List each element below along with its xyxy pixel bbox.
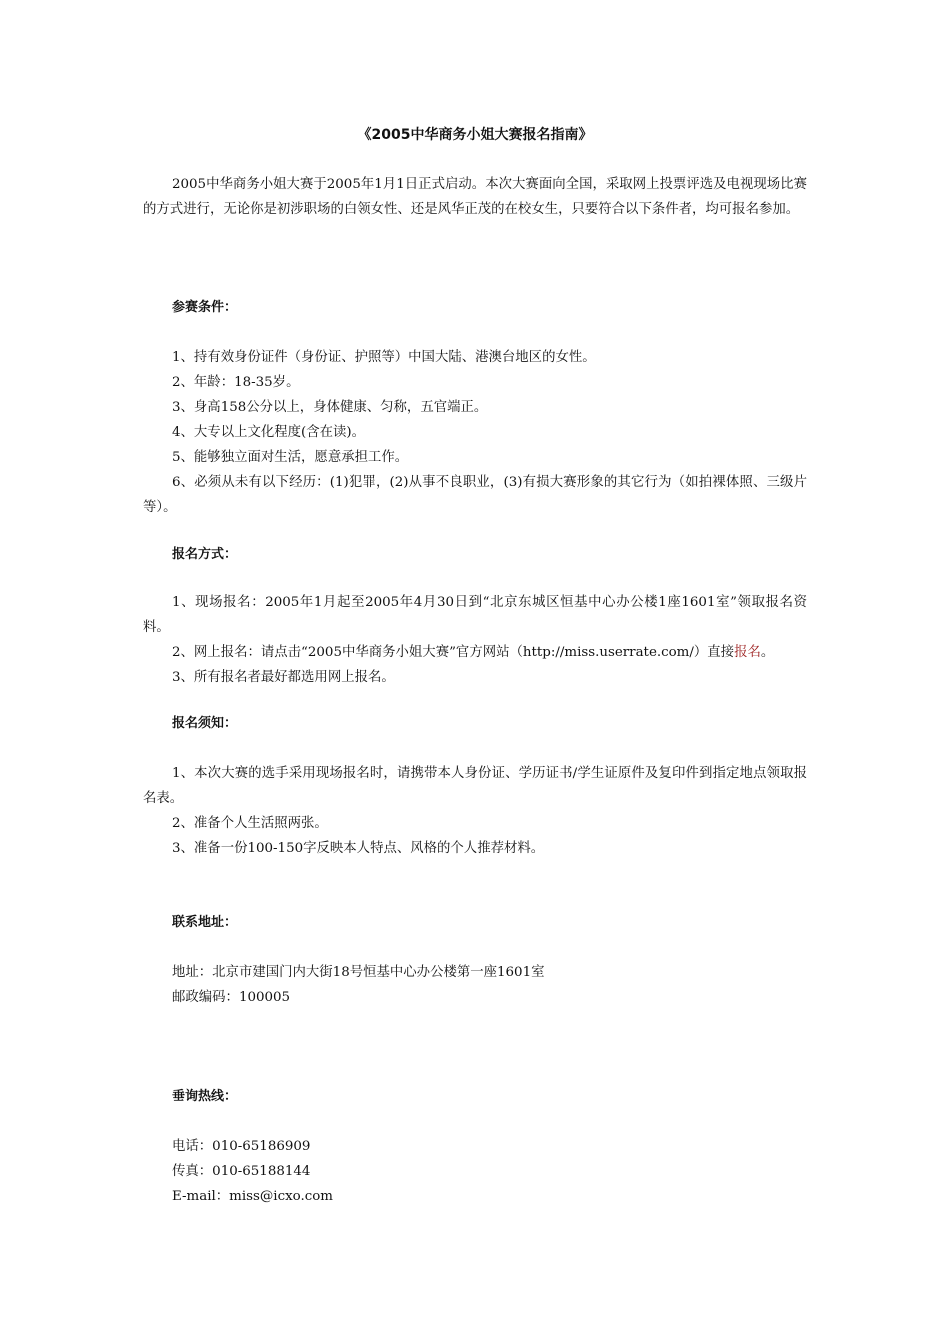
notice-item: 1、本次大赛的选手采用现场报名时，请携带本人身份证、学历证书/学生证原件及复印件到指定地点领取报名表。	[143, 766, 807, 806]
notice-heading: 报名须知：	[172, 716, 238, 731]
register-link[interactable]: 报名	[734, 645, 761, 660]
hotline-fax: 传真：010-65188144	[172, 1164, 311, 1179]
method-item-online-end: 。	[760, 645, 775, 660]
contact-heading: 联系地址：	[172, 915, 238, 930]
condition-item: 1、持有效身份证件（身份证、护照等）中国大陆、港澳台地区的女性。	[172, 350, 596, 365]
notice-item: 3、准备一份100-150字反映本人特点、风格的个人推荐材料。	[172, 841, 545, 856]
method-item-online	[143, 640, 807, 665]
hotline-heading: 垂询热线：	[172, 1089, 238, 1104]
method-item: 3、所有报名者最好都选用网上报名。	[172, 670, 395, 685]
method-item-online-text: 2、网上报名：请点击“2005中华商务小姐大赛”官方网站（http://miss.userrate.com/）直接	[172, 645, 735, 660]
condition-item: 2、年龄：18-35岁。	[172, 375, 300, 390]
notice-item: 2、准备个人生活照两张。	[172, 816, 328, 831]
condition-item: 6、必须从未有以下经历：(1)犯罪，(2)从事不良职业，(3)有损大赛形象的其它行为（如拍裸体照、三级片等）。	[143, 475, 807, 515]
contact-block	[143, 960, 807, 1010]
notice-list	[143, 761, 807, 861]
conditions-list	[143, 345, 807, 520]
contact-postcode: 邮政编码：100005	[172, 990, 291, 1005]
hotline-phone: 电话：010-65186909	[172, 1139, 311, 1154]
conditions-heading: 参赛条件：	[172, 300, 238, 315]
hotline-email[interactable]: E-mail：miss@icxo.com	[172, 1189, 333, 1204]
hotline-block	[143, 1134, 807, 1209]
condition-item: 4、大专以上文化程度(含在读)。	[172, 425, 366, 440]
method-item: 1、现场报名：2005年1月起至2005年4月30日到“北京东城区恒基中心办公楼1座1601室”领取报名资料。	[143, 595, 807, 635]
contact-address: 地址：北京市建国门内大街18号恒基中心办公楼第一座1601室	[172, 965, 545, 980]
methods-heading: 报名方式：	[172, 547, 238, 562]
condition-item: 5、能够独立面对生活，愿意承担工作。	[172, 450, 409, 465]
methods-list	[143, 590, 807, 690]
condition-item: 3、身高158公分以上，身体健康、匀称，五官端正。	[172, 400, 488, 415]
intro-paragraph: 2005中华商务小姐大赛于2005年1月1日正式启动。本次大赛面向全国，采取网上投票评选及电视现场比赛的方式进行，无论你是初涉职场的白领女性、还是风华正茂的在校女生，只要符合以下条件者，均可报名参加。	[143, 177, 807, 217]
document-title: 《2005中华商务小姐大赛报名指南》	[357, 127, 593, 143]
